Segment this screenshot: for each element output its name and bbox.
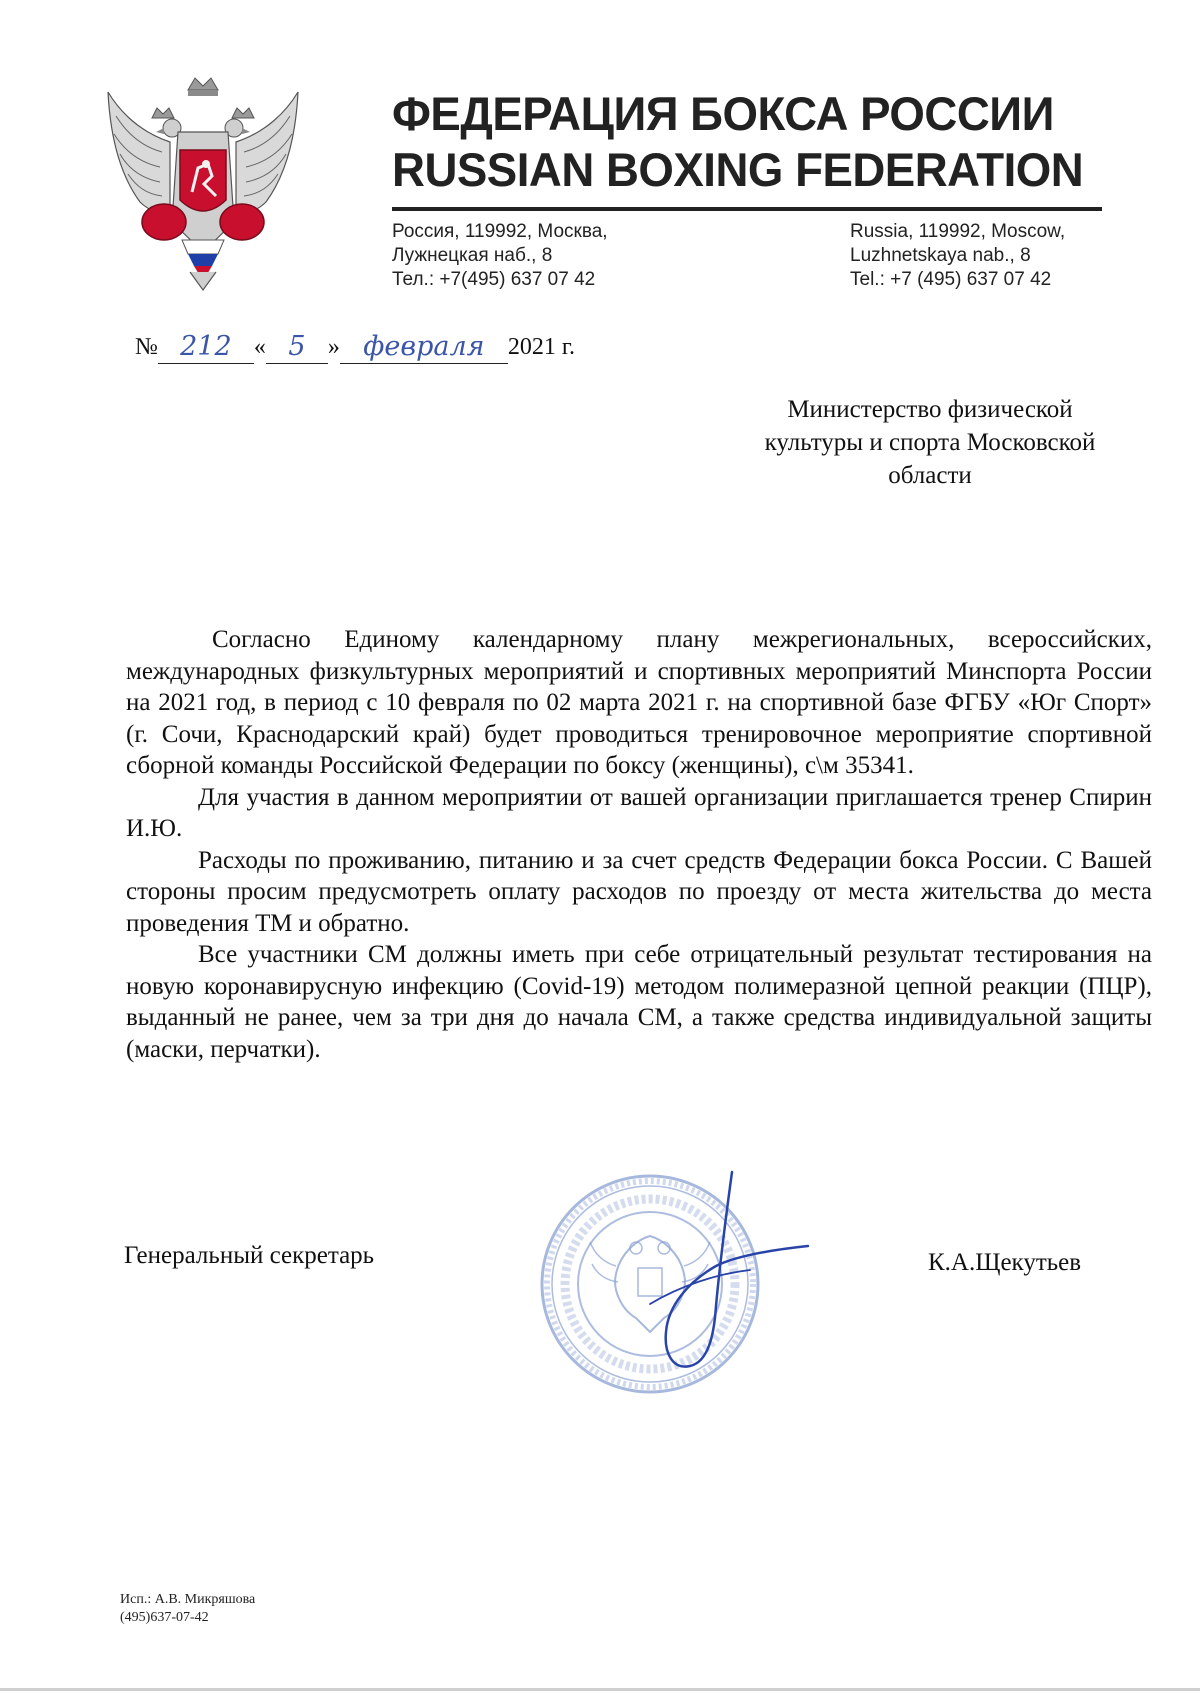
number-slot [158, 333, 254, 364]
executor-name: Исп.: А.В. Микряшова [120, 1592, 256, 1607]
signatory-name: К.А.Щекутьев [928, 1249, 1082, 1276]
emblem-logo [100, 72, 306, 294]
address-en-line: Luzhnetskaya nab., 8 [850, 245, 1031, 266]
reference-line [135, 330, 575, 364]
number-label: № [135, 334, 158, 360]
org-name-ru: ФЕДЕРАЦИЯ БОКСА РОССИИ [392, 87, 1054, 140]
body-paragraph: Расходы по проживанию, питанию и за счет средств Федерации бокса России. С Вашей стороны просим предусмотреть оплату расходов по проезду от места жительства до места проведения ТМ и обратно. [126, 846, 1152, 937]
executor-info [120, 1591, 255, 1627]
year-text: 2021 г. [507, 334, 576, 360]
address-ru-line: Тел.: +7(495) 637 07 42 [392, 269, 596, 290]
addressee-block [720, 393, 1140, 492]
handwritten-day: 5 [288, 331, 306, 362]
body-paragraph: Все участники СМ должны иметь при себе отрицательный результат тестирования на новую коронавирусную инфекцию (Covid-19) методом полимеразной цепной реакции (ПЦР), выданный не ранее, чем за три дня до начала СМ, а также средства индивидуальной защиты (маски, перчатки). [126, 941, 1152, 1063]
addressee-line: области [888, 462, 972, 489]
address-ru-line: Россия, 119992, Москва, [392, 221, 608, 242]
address-en [850, 220, 1065, 292]
address-ru [392, 220, 608, 292]
address-ru-line: Лужнецкая наб., 8 [392, 245, 553, 266]
handwritten-number: 212 [180, 331, 232, 362]
body-paragraph: Для участия в данном мероприятии от вашей организации приглашается тренер Спирин И.Ю. [126, 783, 1152, 842]
close-quote: » [327, 334, 340, 360]
letter-body [126, 624, 1152, 1065]
handwritten-signature [620, 1166, 810, 1376]
executor-phone: (495)637-07-42 [120, 1610, 209, 1625]
signatory-title: Генеральный секретарь [124, 1242, 375, 1269]
header-divider [392, 207, 1102, 211]
addressee-line: культуры и спорта Московской [764, 429, 1096, 456]
letterhead-title [392, 86, 1090, 198]
scan-edge [0, 1688, 1200, 1691]
month-slot [340, 333, 508, 364]
open-quote: « [253, 334, 266, 360]
day-slot [266, 333, 328, 364]
handwritten-month: февраля [363, 331, 485, 362]
org-name-en: RUSSIAN BOXING FEDERATION [392, 143, 1084, 196]
addressee-line: Министерство физической [787, 396, 1073, 423]
body-paragraph: Согласно Единому календарному плану межрегиональных, всероссийских, международных физкультурных мероприятий и спортивных мероприятий Минспорта России на 2021 год, в период с 10 февраля по 02 марта 2021 г. на спортивной базе ФГБУ «Юг Спорт» (г. Сочи, Краснодарский край) будет проводиться тренировочное мероприятие спортивной сборной команды Российской Федерации по боксу (женщины), с\м 35341. [126, 626, 1152, 779]
address-en-line: Russia, 119992, Moscow, [850, 221, 1066, 242]
address-en-line: Tel.: +7 (495) 637 07 42 [850, 269, 1052, 290]
